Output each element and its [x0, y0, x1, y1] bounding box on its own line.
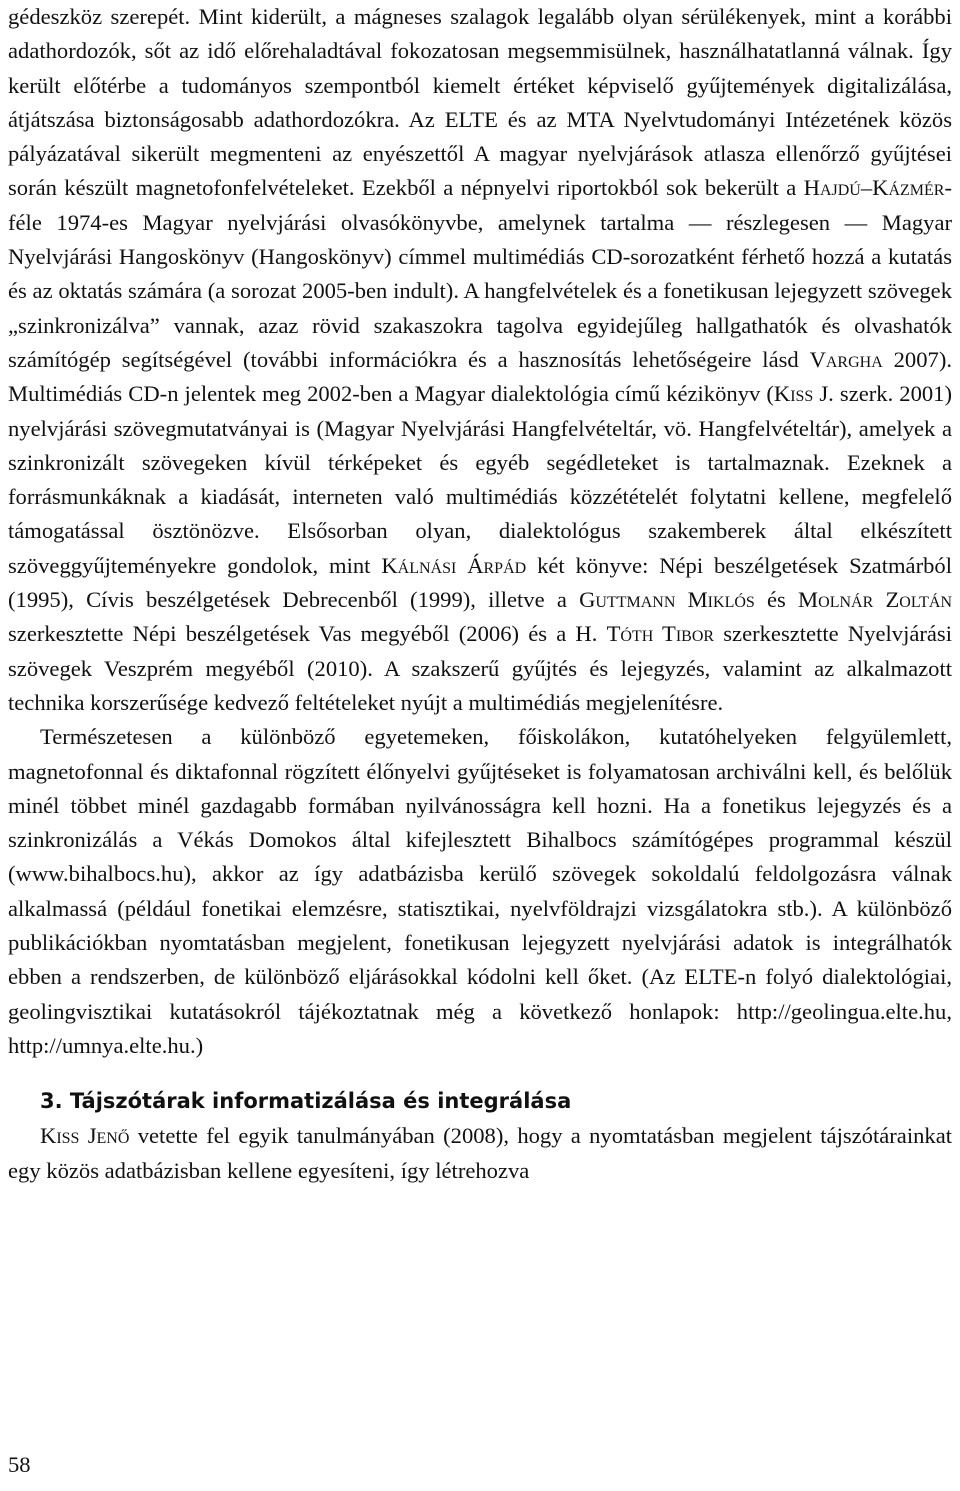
body-paragraph-2 [8, 720, 952, 1063]
text-run: vetette fel egyik tanulmányában (2008), hogy a nyomtatásban megjelent tájszótárainkat egy közös adatbázisban kellene egyesíteni, így létrehozva [8, 1123, 953, 1183]
text-run: Természetesen a különböző egyetemeken, főiskolákon, kutatóhelyeken felgyülemlett, magnetofonnal és diktafonnal rögzített élőnyelvi gyűjtéseket is folyamatosan archiválni kell, és belőlük minél többet minél gazdagabb formában nyilvánosságra kell hozni. Ha a fonetikus lejegyzés és a szinkronizálás a Vékás Domokos által kifejlesztett Bihalbocs számítógépes programmal készül (www.bihalbocs.hu), akkor az így adatbázisba kerülő szövegek sokoldalú feldolgozásra válnak alkalmassá (például fonetikai elemzésre, statisztikai, nyelvföldrajzi vizsgálatokra stb.). A különböző publikációkban nyomtatásban megjelent, fonetikusan lejegyzett nyelvjárási adatok is integrálhatók ebben a rendszerben, de különböző eljárásokkal kódolni kell őket. (Az ELTE-n folyó dialektológiai, geolingvisztikai kutatásokról tájékoztatnak még a következő honlapok: http://geolingua.elte.hu, http://umnya.elte.hu.) [8, 724, 952, 1058]
author-name-vargha: Vargha [809, 346, 883, 372]
section-heading: 3. Tájszótárak informatizálása és integrálása [40, 1089, 572, 1114]
text-run: -féle 1974-es Magyar nyelvjárási olvasókönyvbe, amelynek tartalma — részlegesen — Magyar Nyelvjárási Hangoskönyv (Hangoskönyv) címmel multimédiás CD-sorozatként férhető hozzá a kutatás és az oktatás számára (a sorozat 2005-ben indult). A hangfelvételek és a fonetikusan lejegyzett szövegek „szinkronizálva” vannak, azaz rövid szakaszokra tagolva egyidejűleg hallgathatók és olvashatók számítógép segítségével (további információkra és a hasznosítás lehetőségeire lásd [8, 175, 952, 372]
text-run: 2007). Multimédiás CD-n jelentek meg 2002-ben a Magyar dialektológia című kézikönyv ( [8, 346, 952, 407]
author-name-toth-tibor: Tóth Tibor [606, 621, 715, 647]
body-paragraph-1 [8, 0, 952, 720]
text-run: szerkesztette Nyelvjárási szövegek Veszprém megyéből (2010). A szakszerű gyűjtés és lejegyzés, valamint az alkalmazott technika korszerűsége kedvező feltételeket nyújt a multimédiás megjelenítésre. [8, 621, 953, 715]
text-run: gédeszköz szerepét. Mint kiderült, a mágneses szalagok legalább olyan sérülékenyek, mint a korábbi adathordozók, sőt az idő előrehaladtával fokozatosan megsemmisülnek, használhatatlanná válnak. Így került előtérbe a tudományos szempontból kiemelt értéket képviselő gyűjtemények digitalizálása, átjátszása biztonságosabb adathordozókra. Az ELTE és az MTA Nyelvtudományi Intézetének közös pályázatával sikerült megmenteni az enyészettől A magyar nyelvjárások atlasza ellenőrző gyűjtései során készült magnetofonfelvételeket. Ezekből a népnyelvi riportokból sok bekerült a [8, 4, 952, 201]
author-name-molnar-zoltan: Molnár Zoltán [798, 587, 952, 613]
text-run: és [754, 587, 799, 613]
author-name-kiss: Kiss [773, 381, 814, 407]
author-name-kiss-jeno: Kiss Jenő [40, 1123, 130, 1149]
author-name-kalnasi-arpad: Kálnási Árpád [381, 552, 527, 578]
text-run: szerkesztette Népi beszélgetések Vas megyéből (2006) és a H. [8, 621, 607, 647]
document-page [8, 0, 952, 1188]
text-run: két könyve: Népi beszélgetések Szatmárból (1995), Cívis beszélgetések Debrecenből (1999), illetve a [8, 552, 952, 613]
author-name-hajdu-kazmer: Hajdú–Kázmér [803, 175, 945, 201]
body-paragraph-3 [8, 1119, 952, 1188]
page-number: 58 [8, 1452, 31, 1477]
author-name-guttmann-miklos: Guttmann Miklós [579, 587, 755, 613]
text-run: J. szerk. 2001) nyelvjárási szövegmutatványai is (Magyar Nyelvjárási Hangfelvételtár, vö. Hangfelvételtár), amelyek a szinkronizált szövegeken kívül térképeket és egyéb segédleteket is tartalmaznak. Ezeknek a forrásmunkáknak a kiadását, interneten való multimédiás közzétételét folytatni kellene, megfelelő támogatással ösztönözve. Elsősorban olyan, dialektológus szakemberek által elkészített szöveggyűjteményekre gondolok, mint [8, 381, 952, 578]
